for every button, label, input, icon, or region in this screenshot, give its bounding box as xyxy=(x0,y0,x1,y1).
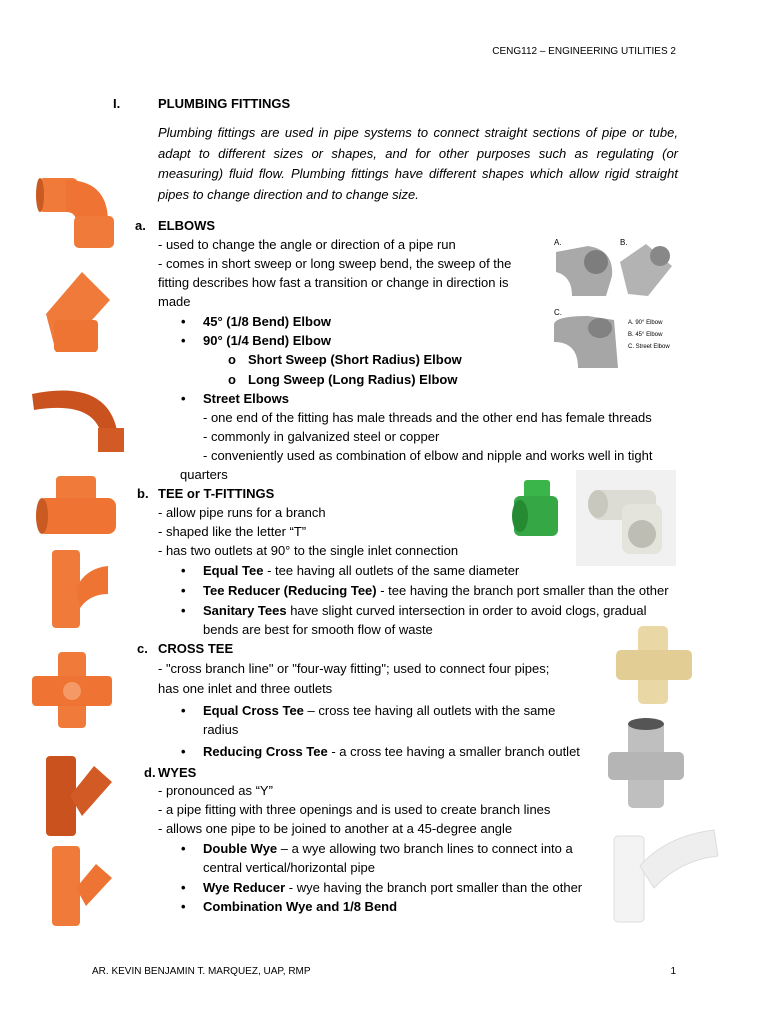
figure-label-b: B. xyxy=(620,238,628,247)
tee-letter: b. xyxy=(137,486,149,501)
intro-paragraph: Plumbing fittings are used in pipe systems to connect straight sections of pipe or tube, adapt to different sizes or shapes, and for other purposes such as regulating (or measuring) fluid flow. Plumbing fittings have different shapes which allow rigid straight pipes to change direction and to change size. xyxy=(158,125,678,202)
wyes-bullet xyxy=(203,839,573,858)
orange-sanitary-tee-image xyxy=(46,548,112,630)
long-sweep-bend-image xyxy=(30,376,130,454)
tee-bullet xyxy=(203,601,646,620)
tee-bullet xyxy=(203,561,519,580)
elbows-line: quarters xyxy=(180,467,228,482)
cross-line: radius xyxy=(203,722,239,737)
tee-title: TEE or T-FITTINGS xyxy=(158,486,275,501)
elbows-subbullet: o Long Sweep (Long Radius) Elbow xyxy=(248,370,457,389)
wyes-bullet-head: Double Wye xyxy=(203,841,278,856)
white-tee-image xyxy=(576,470,676,566)
tee-bullet-text: have slight curved intersection in order to avoid clogs, gradual xyxy=(286,603,647,618)
grey-reducing-cross-image xyxy=(606,718,686,810)
cross-bullet-text: - a cross tee having a smaller branch outlet xyxy=(327,744,580,759)
wyes-bullet xyxy=(203,878,582,897)
tee-line: bends are best for smooth flow of waste xyxy=(203,622,433,637)
elbows-line: - used to change the angle or direction of a pipe run xyxy=(158,237,456,252)
elbows-bullet: • 90° (1/4 Bend) Elbow xyxy=(203,331,331,350)
wyes-line: central vertical/horizontal pipe xyxy=(203,860,375,875)
wyes-bullet-text: - wye having the branch port smaller than the other xyxy=(285,880,583,895)
cross-bullet-text: – cross tee having all outlets with the same xyxy=(303,703,556,718)
elbows-line: - conveniently used as combination of elbow and nipple and works well in tight xyxy=(203,448,653,463)
tee-bullet-head: Equal Tee xyxy=(203,563,264,578)
tee-line: - shaped like the letter “T” xyxy=(158,524,307,539)
tee-bullet-text: - tee having the branch port smaller than the other xyxy=(376,583,669,598)
page-number: 1 xyxy=(670,966,676,977)
wyes-bullet: • Combination Wye and 1/8 Bend xyxy=(203,897,397,916)
elbows-letter: a. xyxy=(135,218,146,233)
tee-bullet xyxy=(203,581,669,600)
orange-tee-image xyxy=(34,474,120,540)
tee-line: - has two outlets at 90° to the single inlet connection xyxy=(158,543,459,558)
elbows-line: - comes in short sweep or long sweep bend, the sweep of the xyxy=(158,256,512,271)
section-number: I. xyxy=(113,96,121,111)
wyes-bullet-head: Wye Reducer xyxy=(203,880,286,895)
wyes-letter: d. xyxy=(144,765,156,780)
elbows-line: - commonly in galvanized steel or copper xyxy=(203,429,440,444)
elbows-bullet: • 45° (1/8 Bend) Elbow xyxy=(203,312,331,331)
footer-author: AR. KEVIN BENJAMIN T. MARQUEZ, UAP, RMP xyxy=(92,966,311,977)
elbow-figure xyxy=(548,236,678,370)
elbows-line: made xyxy=(158,294,191,309)
wyes-line: - a pipe fitting with three openings and is used to create branch lines xyxy=(158,802,551,817)
wyes-line: - pronounced as “Y” xyxy=(158,783,273,798)
cross-line: has one inlet and three outlets xyxy=(158,681,333,696)
wyes-bullet-text: – a wye allowing two branch lines to connect into a xyxy=(277,841,573,856)
tee-bullet-head: Sanitary Tees xyxy=(203,603,287,618)
figure-legend-a: A. 90° Elbow xyxy=(628,320,663,326)
white-tee-photo xyxy=(576,470,676,566)
orange-cross-tee-image xyxy=(30,650,114,730)
cross-bullet-head: Equal Cross Tee xyxy=(203,703,304,718)
cross-bullet xyxy=(203,742,580,761)
orange-90-elbow-image xyxy=(36,172,120,252)
elbows-line: - one end of the fitting has male threads and the other end has female threads xyxy=(203,410,652,425)
orange-45-elbow-image xyxy=(36,266,120,356)
elbows-bullet: • Street Elbows xyxy=(203,389,289,408)
cross-title: CROSS TEE xyxy=(158,641,234,656)
tee-bullet-text: - tee having all outlets of the same diameter xyxy=(263,563,520,578)
wyes-title: WYES xyxy=(158,765,197,780)
elbows-title: ELBOWS xyxy=(158,218,216,233)
tee-bullet-head: Tee Reducer (Reducing Tee) xyxy=(203,583,377,598)
cross-bullet-head: Reducing Cross Tee xyxy=(203,744,328,759)
cross-bullet xyxy=(203,701,555,720)
elbows-subbullet: o Short Sweep (Short Radius) Elbow xyxy=(248,350,462,369)
cross-line: - "cross branch line" or "four-way fitting"; used to connect four pipes; xyxy=(158,661,550,676)
figure-label-c: C. xyxy=(554,308,562,317)
figure-legend-c: C. Street Elbow xyxy=(628,344,670,350)
figure-legend-b: B. 45° Elbow xyxy=(628,332,663,338)
section-title: PLUMBING FITTINGS xyxy=(158,96,291,111)
elbows-line: fitting describes how fast a transition or change in direction is xyxy=(158,275,509,290)
cross-letter: c. xyxy=(137,641,148,656)
page-header: CENG112 – ENGINEERING UTILITIES 2 xyxy=(492,46,676,57)
green-tee-image xyxy=(510,478,562,538)
wyes-line: - allows one pipe to be joined to another at a 45-degree angle xyxy=(158,821,513,836)
orange-wye-reducer-image xyxy=(46,844,116,928)
beige-cross-tee-image xyxy=(614,624,694,706)
tee-line: - allow pipe runs for a branch xyxy=(158,505,326,520)
rust-wye-image xyxy=(42,754,114,838)
white-combination-wye-image xyxy=(610,826,722,926)
figure-label-a: A. xyxy=(554,238,562,247)
